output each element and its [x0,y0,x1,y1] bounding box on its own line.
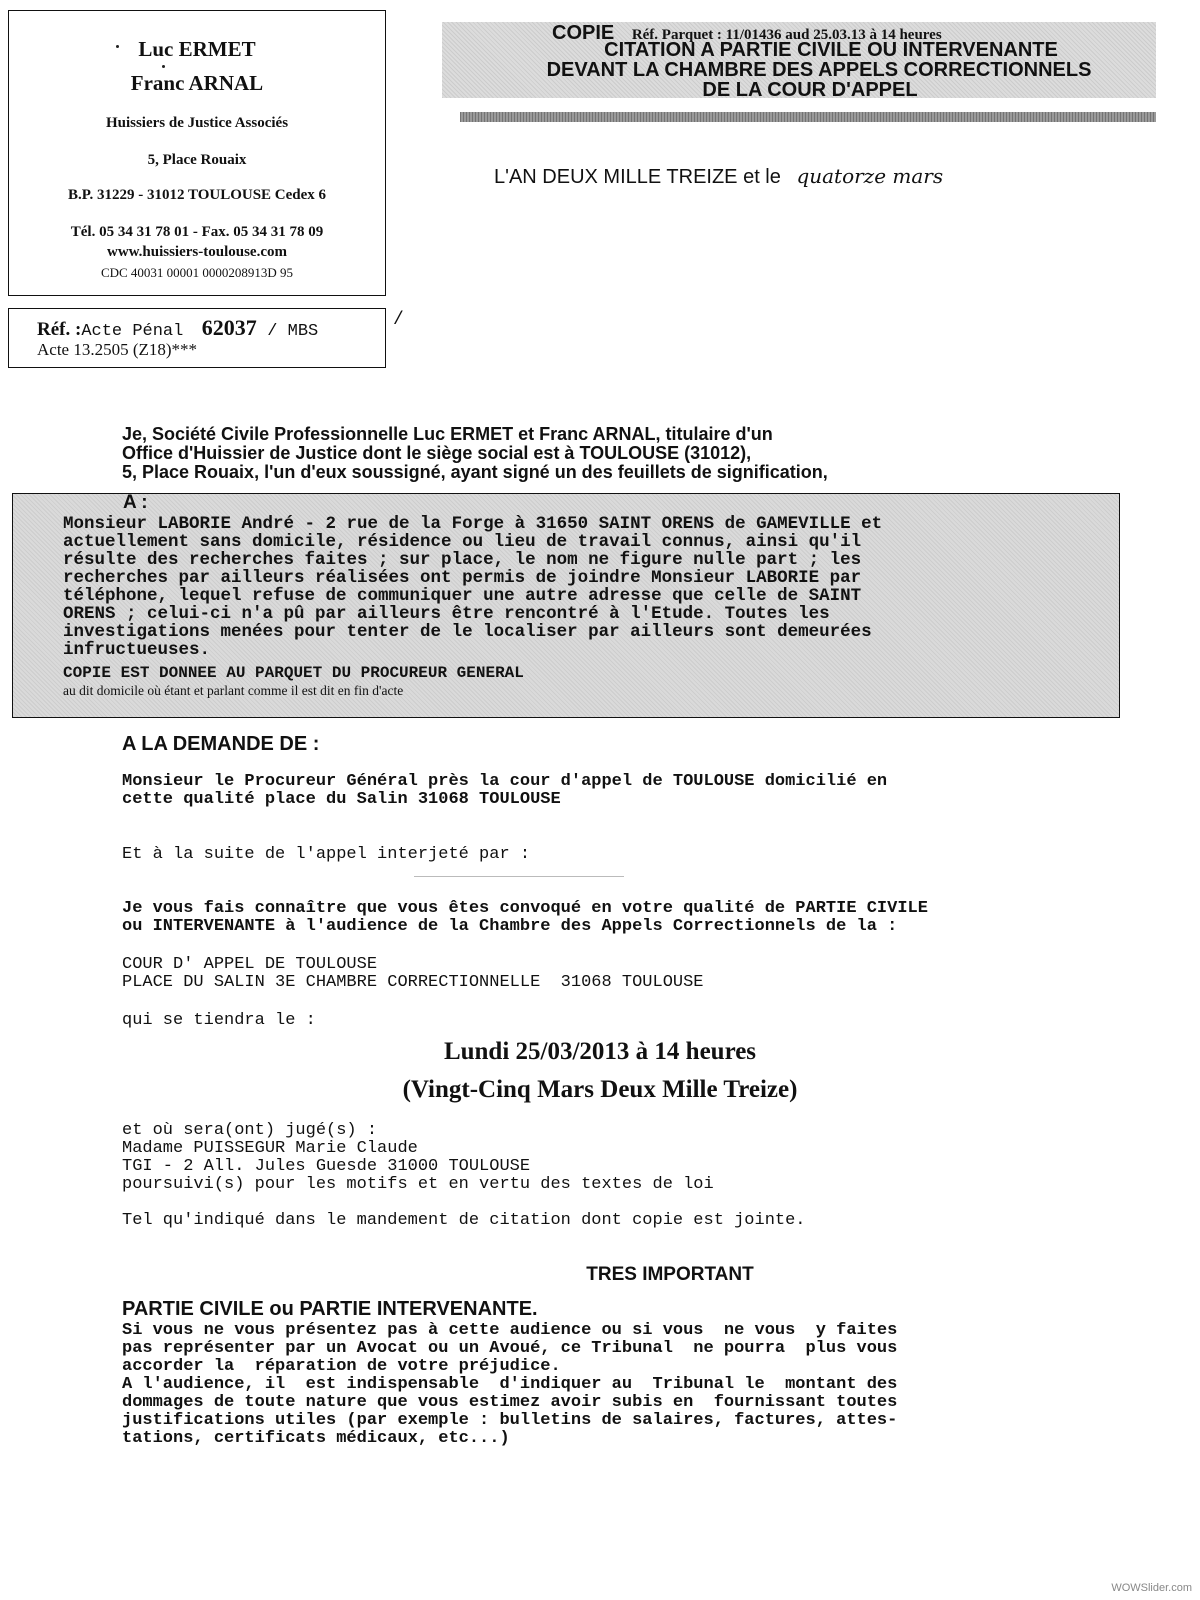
audience-date-words: (Vingt-Cinq Mars Deux Mille Treize) [402,1076,798,1103]
destinataire-copie: COPIE EST DONNEE AU PARQUET DU PROCUREUR GENERAL [63,664,524,682]
title-line-2: DEVANT LA CHAMBRE DES APPELS CORRECTIONNELS [546,59,1092,81]
title-lines [442,40,1156,100]
demande-text: Monsieur le Procureur Général près la cour d'appel de TOULOUSE domicilié en cette qualité place du Salin 31068 TOULOUSE [122,772,888,809]
huissier-title: Huissiers de Justice Associés [105,115,289,131]
destinataire-box [12,493,1120,718]
juges-text: et où sera(ont) jugé(s) : Madame PUISSEGUR Marie Claude TGI - 2 All. Jules Guesde 31000 TOULOUSE poursuivi(s) pour les motifs et en vertu des textes de loi [122,1121,714,1194]
huissier-cdc: CDC 40031 00001 0000208913D 95 [100,265,294,280]
ink-dot [162,65,165,68]
document-title-block [442,22,1156,101]
title-line-1: CITATION A PARTIE CIVILE OU INTERVENANTE [604,39,1058,61]
title-copie: COPIE [552,22,615,44]
date-prefix: L'AN DEUX MILLE TREIZE et le [494,166,781,188]
intro-line-1: Je, Société Civile Professionnelle Luc ERMET et Franc ARNAL, titulaire d'un [122,424,773,444]
reference-box [8,308,386,368]
destinataire-label: A : [123,492,148,513]
date-handwritten: quatorze mars [796,164,944,188]
appel-text: Et à la suite de l'appel interjeté par : [122,845,531,864]
date-line [494,164,943,189]
huissier-address: 5, Place Rouaix [147,152,247,168]
watermark: WOWSlider.com [1111,1582,1192,1594]
ref-suffix: / MBS [267,322,319,341]
title-ref-parquet: Réf. Parquet : 11/01436 aud 25.03.13 à 14 heures [631,27,942,43]
intro-line-2: Office d'Huissier de Justice dont le siège social est à TOULOUSE (31012), [122,443,752,463]
huissier-name-2: Franc ARNAL [130,71,264,95]
cour-address: COUR D' APPEL DE TOULOUSE PLACE DU SALIN 3E CHAMBRE CORRECTIONNELLE 31068 TOULOUSE [122,955,704,992]
ref-number: 62037 [201,315,257,340]
huissier-postal: B.P. 31229 - 31012 TOULOUSE Cedex 6 [67,187,327,203]
audience-date: Lundi 25/03/2013 à 14 heures [443,1038,757,1065]
tel-indique-text: Tel qu'indiqué dans le mandement de citation dont copie est jointe. [122,1211,806,1230]
important-text: Si vous ne vous présentez pas à cette audience ou si vous ne vous y faites pas représenter par un Avocat ou un Avoué, ce Tribunal ne pourra plus vous accorder la réparation de votre préjudice. A l'audience, il est indispensable d'indiquer au Tribunal le montant des dommages de toute nature que vous estimez avoir subis en fournissant toutes justifications utiles (par exemple : bulletins de salaires, factures, attes- tations, certificats médicaux, etc...) [122,1321,898,1448]
demande-heading: A LA DEMANDE DE : [122,733,320,755]
title-underline-bar [460,112,1156,122]
ref-acte-penal: Acte Pénal [81,322,184,341]
huissier-name-1: Luc ERMET [138,37,256,61]
important-heading: TRES IMPORTANT [586,1264,754,1285]
ref-acte-line [37,340,197,360]
ref-slash: / [393,310,404,330]
huissier-website: www.huissiers-toulouse.com [106,244,287,260]
intro-line-3: 5, Place Rouaix, l'un d'eux soussigné, ayant signé un des feuillets de signification, [122,462,828,482]
intro-paragraph [122,425,828,482]
ref-label: Réf. : [37,319,82,340]
reference-line [37,315,318,341]
tiendra-text: qui se tiendra le : [122,1011,316,1030]
destinataire-remis: au dit domicile où étant et parlant comme il est dit en fin d'acte [63,683,404,698]
huissier-header-box [8,10,386,296]
title-line-3: DE LA COUR D'APPEL [702,79,918,101]
ref-acte-text: Acte 13.2505 (Z18)*** [37,340,198,359]
faint-underline [414,876,624,877]
huissier-phone: Tél. 05 34 31 78 01 - Fax. 05 34 31 78 09 [70,224,324,240]
partie-heading: PARTIE CIVILE ou PARTIE INTERVENANTE. [122,1298,538,1320]
destinataire-text: Monsieur LABORIE André - 2 rue de la Forge à 31650 SAINT ORENS de GAMEVILLE et actuellement sans domicile, résidence ou lieu de travail connus, ainsi qu'il résulte des recherches faites ; sur place, le nom ne figure nulle part ; les recherches par ailleurs réalisées ont permis de joindre Monsieur LABORIE par téléphone, lequel refuse de communiquer une autre adresse que celle de SAINT ORENS ; celui-ci n'a pû par ailleurs être rencontré à l'Etude. Toutes les investigations menées pour tenter de le localiser par ailleurs sont demeurées infructueuses. [63,514,883,660]
convocation-text: Je vous fais connaître que vous êtes convoqué en votre qualité de PARTIE CIVILE ou INTERVENANTE à l'audience de la Chambre des Appels Correctionnels de la : [122,899,928,936]
